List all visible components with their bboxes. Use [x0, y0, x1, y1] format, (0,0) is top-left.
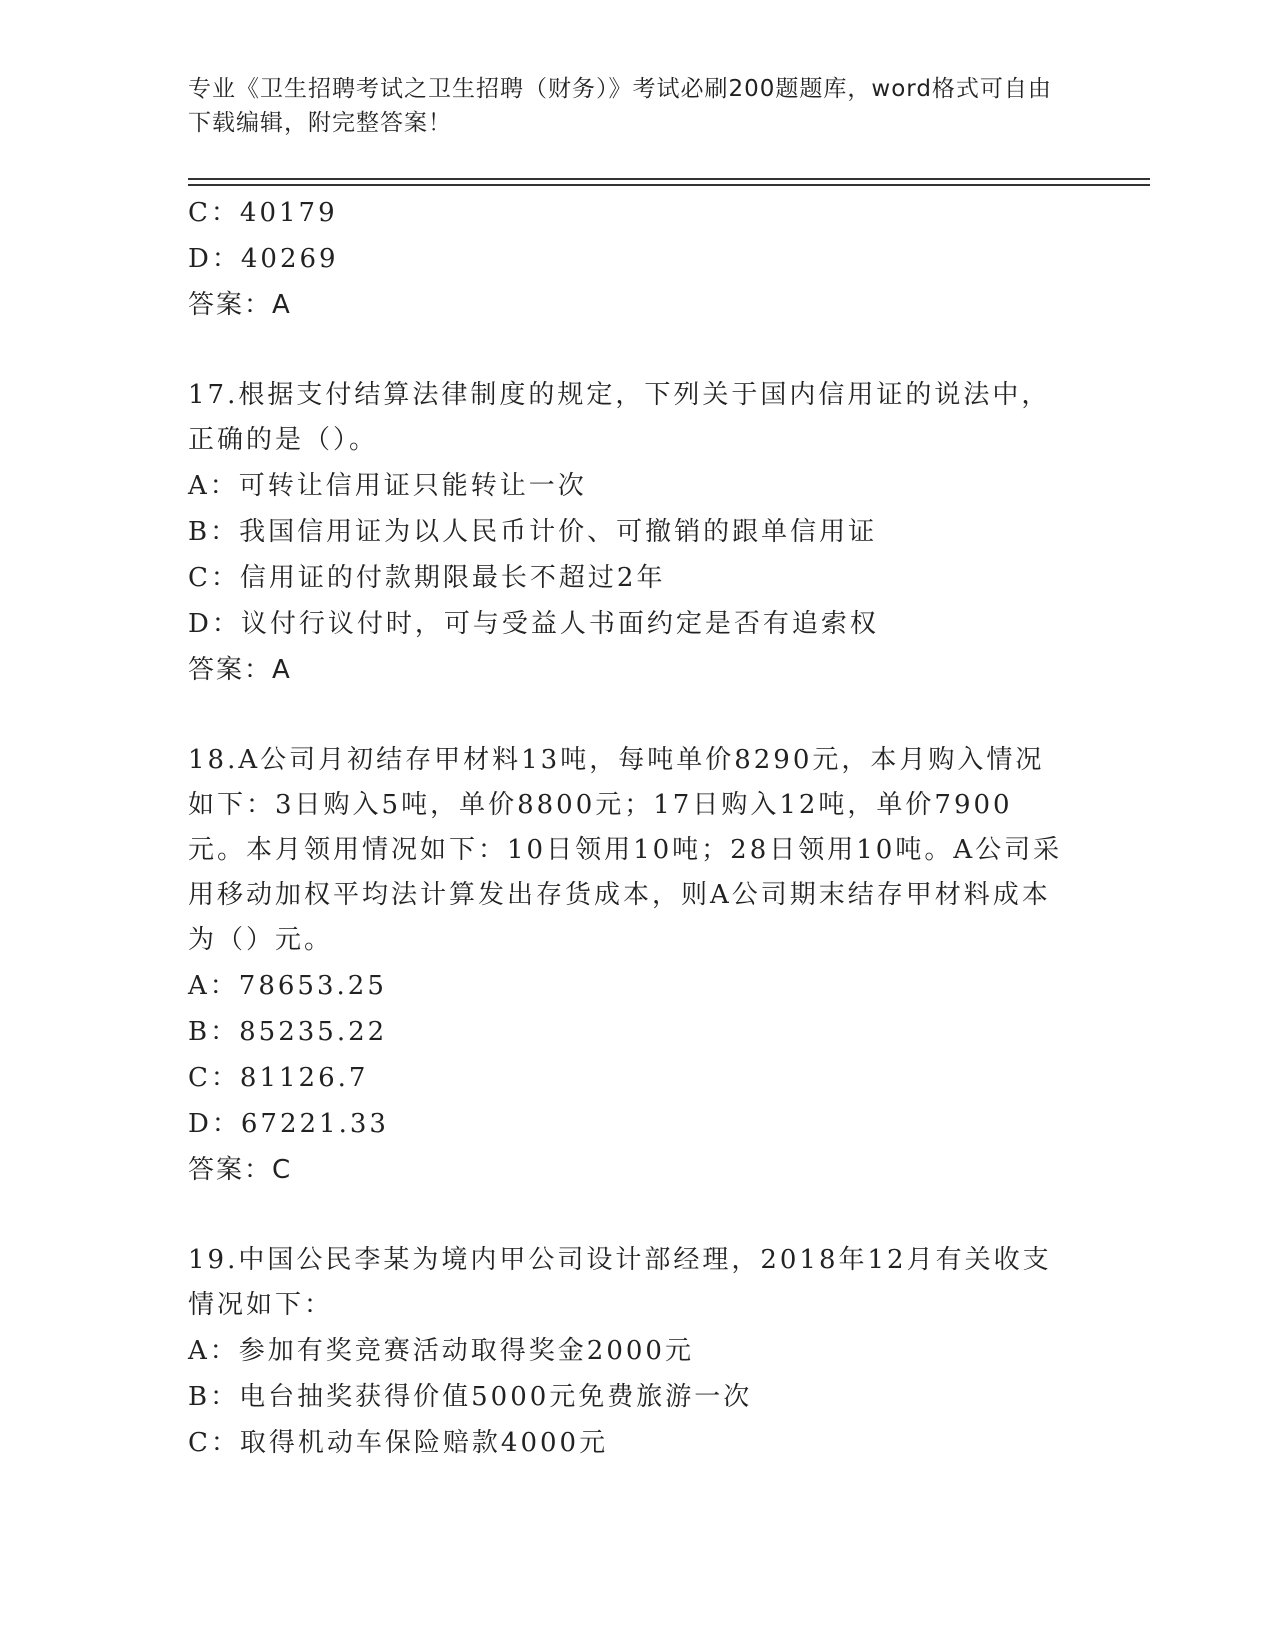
option-text: 可转让信用证只能转让一次 — [238, 471, 587, 501]
question-content — [188, 190, 1088, 1466]
option-text: 取得机动车保险赔款4000元 — [239, 1428, 609, 1458]
page-header-title: 专业《卫生招聘考试之卫生招聘（财务）》考试必刷200题题库，word格式可自由下载编辑，附完整答案！ — [188, 76, 1052, 136]
option-separator: ： — [209, 971, 239, 1001]
option-item — [188, 463, 1088, 509]
option-label: C — [188, 1428, 211, 1458]
option-label: A — [188, 471, 210, 501]
option-label: B — [188, 517, 211, 547]
header-divider-bottom — [188, 184, 1150, 186]
option-separator: ： — [210, 1382, 240, 1412]
option-separator: ： — [210, 517, 240, 547]
option-item — [188, 555, 1088, 601]
option-text: 67221.33 — [240, 1109, 389, 1139]
answer-value: A — [272, 290, 292, 320]
option-item — [188, 1420, 1088, 1466]
answer-value: A — [272, 655, 292, 685]
option-separator: ： — [210, 1017, 240, 1047]
answer-value: C — [272, 1155, 293, 1185]
question-text: 17.根据支付结算法律制度的规定，下列关于国内信用证的说法中，正确的是（）。 — [188, 380, 1051, 455]
option-text: 40269 — [240, 244, 339, 274]
option-separator: ： — [209, 471, 239, 501]
option-label: C — [188, 198, 211, 228]
option-label: D — [188, 244, 212, 274]
option-text: 信用证的付款期限最长不超过2年 — [239, 563, 666, 593]
option-separator: ： — [209, 1336, 239, 1366]
option-item — [188, 190, 1088, 236]
option-label: C — [188, 563, 211, 593]
option-label: C — [188, 1063, 211, 1093]
option-item — [188, 601, 1088, 647]
option-item — [188, 1055, 1088, 1101]
option-item — [188, 963, 1088, 1009]
answer-line — [188, 647, 1088, 693]
question-text: 19.中国公民李某为境内甲公司设计部经理，2018年12月有关收支情况如下： — [188, 1245, 1052, 1320]
answer-label: 答案： — [188, 655, 273, 685]
option-text: 78653.25 — [238, 971, 387, 1001]
option-text: 电台抽奖获得价值5000元免费旅游一次 — [239, 1382, 753, 1412]
option-text: 85235.22 — [239, 1017, 388, 1047]
question-text: 18.A公司月初结存甲材料13吨，每吨单价8290元，本月购入情况如下：3日购入5吨，单价8800元；17日购入12吨，单价7900元。本月领用情况如下：10日领用10吨；28日领用10吨。A公司采用移动加权平均法计算发出存货成本，则A公司期末结存甲材料成本为（）元。 — [188, 745, 1063, 955]
answer-line — [188, 1147, 1088, 1193]
option-item — [188, 1328, 1088, 1374]
option-separator: ： — [210, 1063, 240, 1093]
option-item — [188, 1101, 1088, 1147]
option-item — [188, 236, 1088, 282]
option-separator: ： — [210, 563, 240, 593]
option-item — [188, 1009, 1088, 1055]
option-item — [188, 509, 1088, 555]
header-divider-top — [188, 178, 1150, 180]
option-label: A — [188, 971, 210, 1001]
option-label: D — [188, 1109, 212, 1139]
option-text: 参加有奖竞赛活动取得奖金2000元 — [238, 1336, 694, 1366]
option-label: B — [188, 1382, 211, 1412]
option-separator: ： — [211, 609, 241, 639]
option-label: B — [188, 1017, 211, 1047]
option-text: 40179 — [239, 198, 338, 228]
option-separator: ： — [211, 244, 241, 274]
option-label: D — [188, 609, 212, 639]
option-label: A — [188, 1336, 210, 1366]
answer-label: 答案： — [188, 1155, 273, 1185]
option-item — [188, 1374, 1088, 1420]
option-text: 议付行议付时，可与受益人书面约定是否有追索权 — [240, 609, 879, 639]
option-text: 我国信用证为以人民币计价、可撤销的跟单信用证 — [239, 517, 878, 547]
option-separator: ： — [210, 198, 240, 228]
option-separator: ： — [211, 1109, 241, 1139]
answer-line — [188, 282, 1088, 328]
option-text: 81126.7 — [239, 1063, 369, 1093]
answer-label: 答案： — [188, 290, 273, 320]
option-separator: ： — [210, 1428, 240, 1458]
